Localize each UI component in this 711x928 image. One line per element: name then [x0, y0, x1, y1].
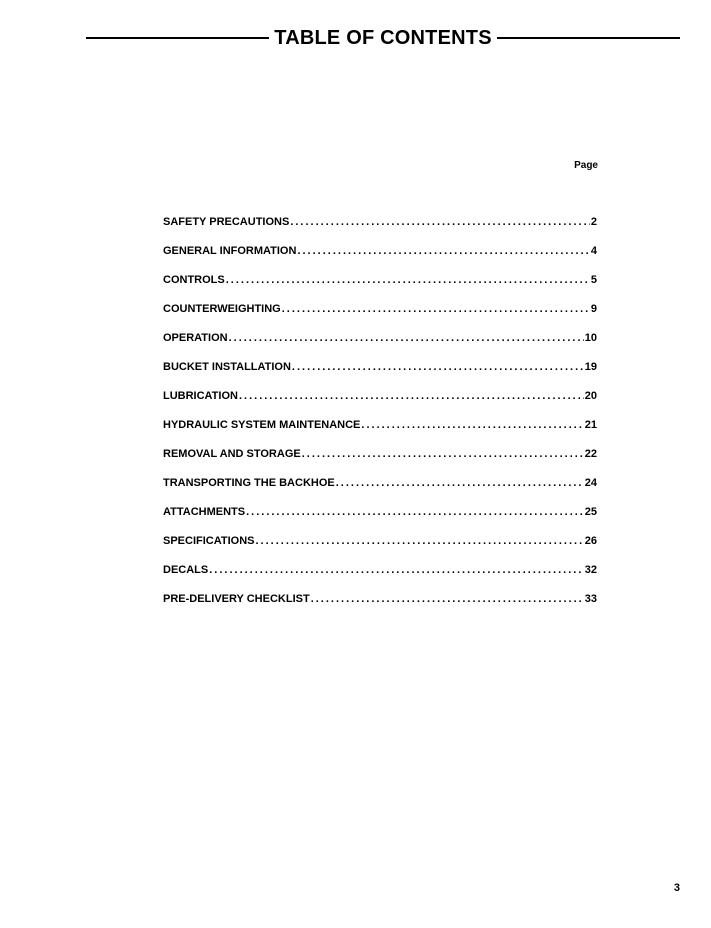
toc-leader-dots: [290, 216, 590, 228]
toc-entry-label: HYDRAULIC SYSTEM MAINTENANCE: [163, 419, 361, 431]
toc-entry-hydraulic-system-maintenance[interactable]: [163, 419, 597, 448]
toc-entry-label: COUNTERWEIGHTING: [163, 303, 281, 315]
page-title: TABLE OF CONTENTS: [274, 26, 492, 49]
toc-leader-dots: [302, 448, 584, 460]
toc-entry-page: 4: [590, 245, 597, 257]
table-of-contents: [163, 216, 597, 622]
page-number: 3: [673, 882, 680, 894]
toc-entry-controls[interactable]: [163, 274, 597, 303]
title-banner: [86, 27, 680, 49]
toc-entry-page: 5: [590, 274, 597, 286]
toc-entry-label: ATTACHMENTS: [163, 506, 246, 518]
toc-entry-label: OPERATION: [163, 332, 228, 344]
toc-entry-safety-precautions[interactable]: [163, 216, 597, 245]
toc-entry-bucket-installation[interactable]: [163, 361, 597, 390]
title-rule-right: [497, 37, 680, 39]
toc-entry-page: 22: [584, 448, 597, 460]
toc-entry-label: PRE-DELIVERY CHECKLIST: [163, 593, 310, 605]
toc-entry-label: SPECIFICATIONS: [163, 535, 255, 547]
toc-entry-label: CONTROLS: [163, 274, 225, 286]
toc-entry-lubrication[interactable]: [163, 390, 597, 419]
toc-leader-dots: [229, 332, 584, 344]
toc-leader-dots: [361, 419, 583, 431]
toc-entry-page: 20: [584, 390, 597, 402]
toc-entry-decals[interactable]: [163, 564, 597, 593]
toc-entry-removal-and-storage[interactable]: [163, 448, 597, 477]
toc-entry-attachments[interactable]: [163, 506, 597, 535]
toc-entry-page: 24: [584, 477, 597, 489]
toc-entry-label: REMOVAL AND STORAGE: [163, 448, 301, 460]
toc-entry-counterweighting[interactable]: [163, 303, 597, 332]
toc-leader-dots: [255, 535, 583, 547]
toc-entry-page: 19: [584, 361, 597, 373]
toc-entry-label: TRANSPORTING THE BACKHOE: [163, 477, 335, 489]
toc-entry-page: 9: [590, 303, 597, 315]
toc-leader-dots: [292, 361, 584, 373]
toc-entry-page: 25: [584, 506, 597, 518]
toc-entry-label: BUCKET INSTALLATION: [163, 361, 291, 373]
toc-entry-page: 32: [584, 564, 597, 576]
toc-entry-transporting-the-backhoe[interactable]: [163, 477, 597, 506]
toc-leader-dots: [246, 506, 584, 518]
toc-entry-page: 21: [584, 419, 597, 431]
toc-entry-page: 10: [584, 332, 597, 344]
toc-entry-label: SAFETY PRECAUTIONS: [163, 216, 290, 228]
toc-entry-label: GENERAL INFORMATION: [163, 245, 297, 257]
toc-entry-pre-delivery-checklist[interactable]: [163, 593, 597, 622]
toc-leader-dots: [297, 245, 589, 257]
toc-entry-operation[interactable]: [163, 332, 597, 361]
toc-leader-dots: [311, 593, 584, 605]
toc-entry-label: LUBRICATION: [163, 390, 238, 402]
toc-entry-general-information[interactable]: [163, 245, 597, 274]
toc-entry-label: DECALS: [163, 564, 209, 576]
toc-entry-page: 33: [584, 593, 597, 605]
title-rule-left: [86, 37, 269, 39]
toc-entry-specifications[interactable]: [163, 535, 597, 564]
page-column-header: Page: [574, 160, 598, 171]
toc-leader-dots: [209, 564, 584, 576]
toc-leader-dots: [239, 390, 584, 402]
toc-entry-page: 26: [584, 535, 597, 547]
toc-leader-dots: [336, 477, 584, 489]
toc-leader-dots: [226, 274, 590, 286]
toc-leader-dots: [282, 303, 590, 315]
toc-entry-page: 2: [590, 216, 597, 228]
